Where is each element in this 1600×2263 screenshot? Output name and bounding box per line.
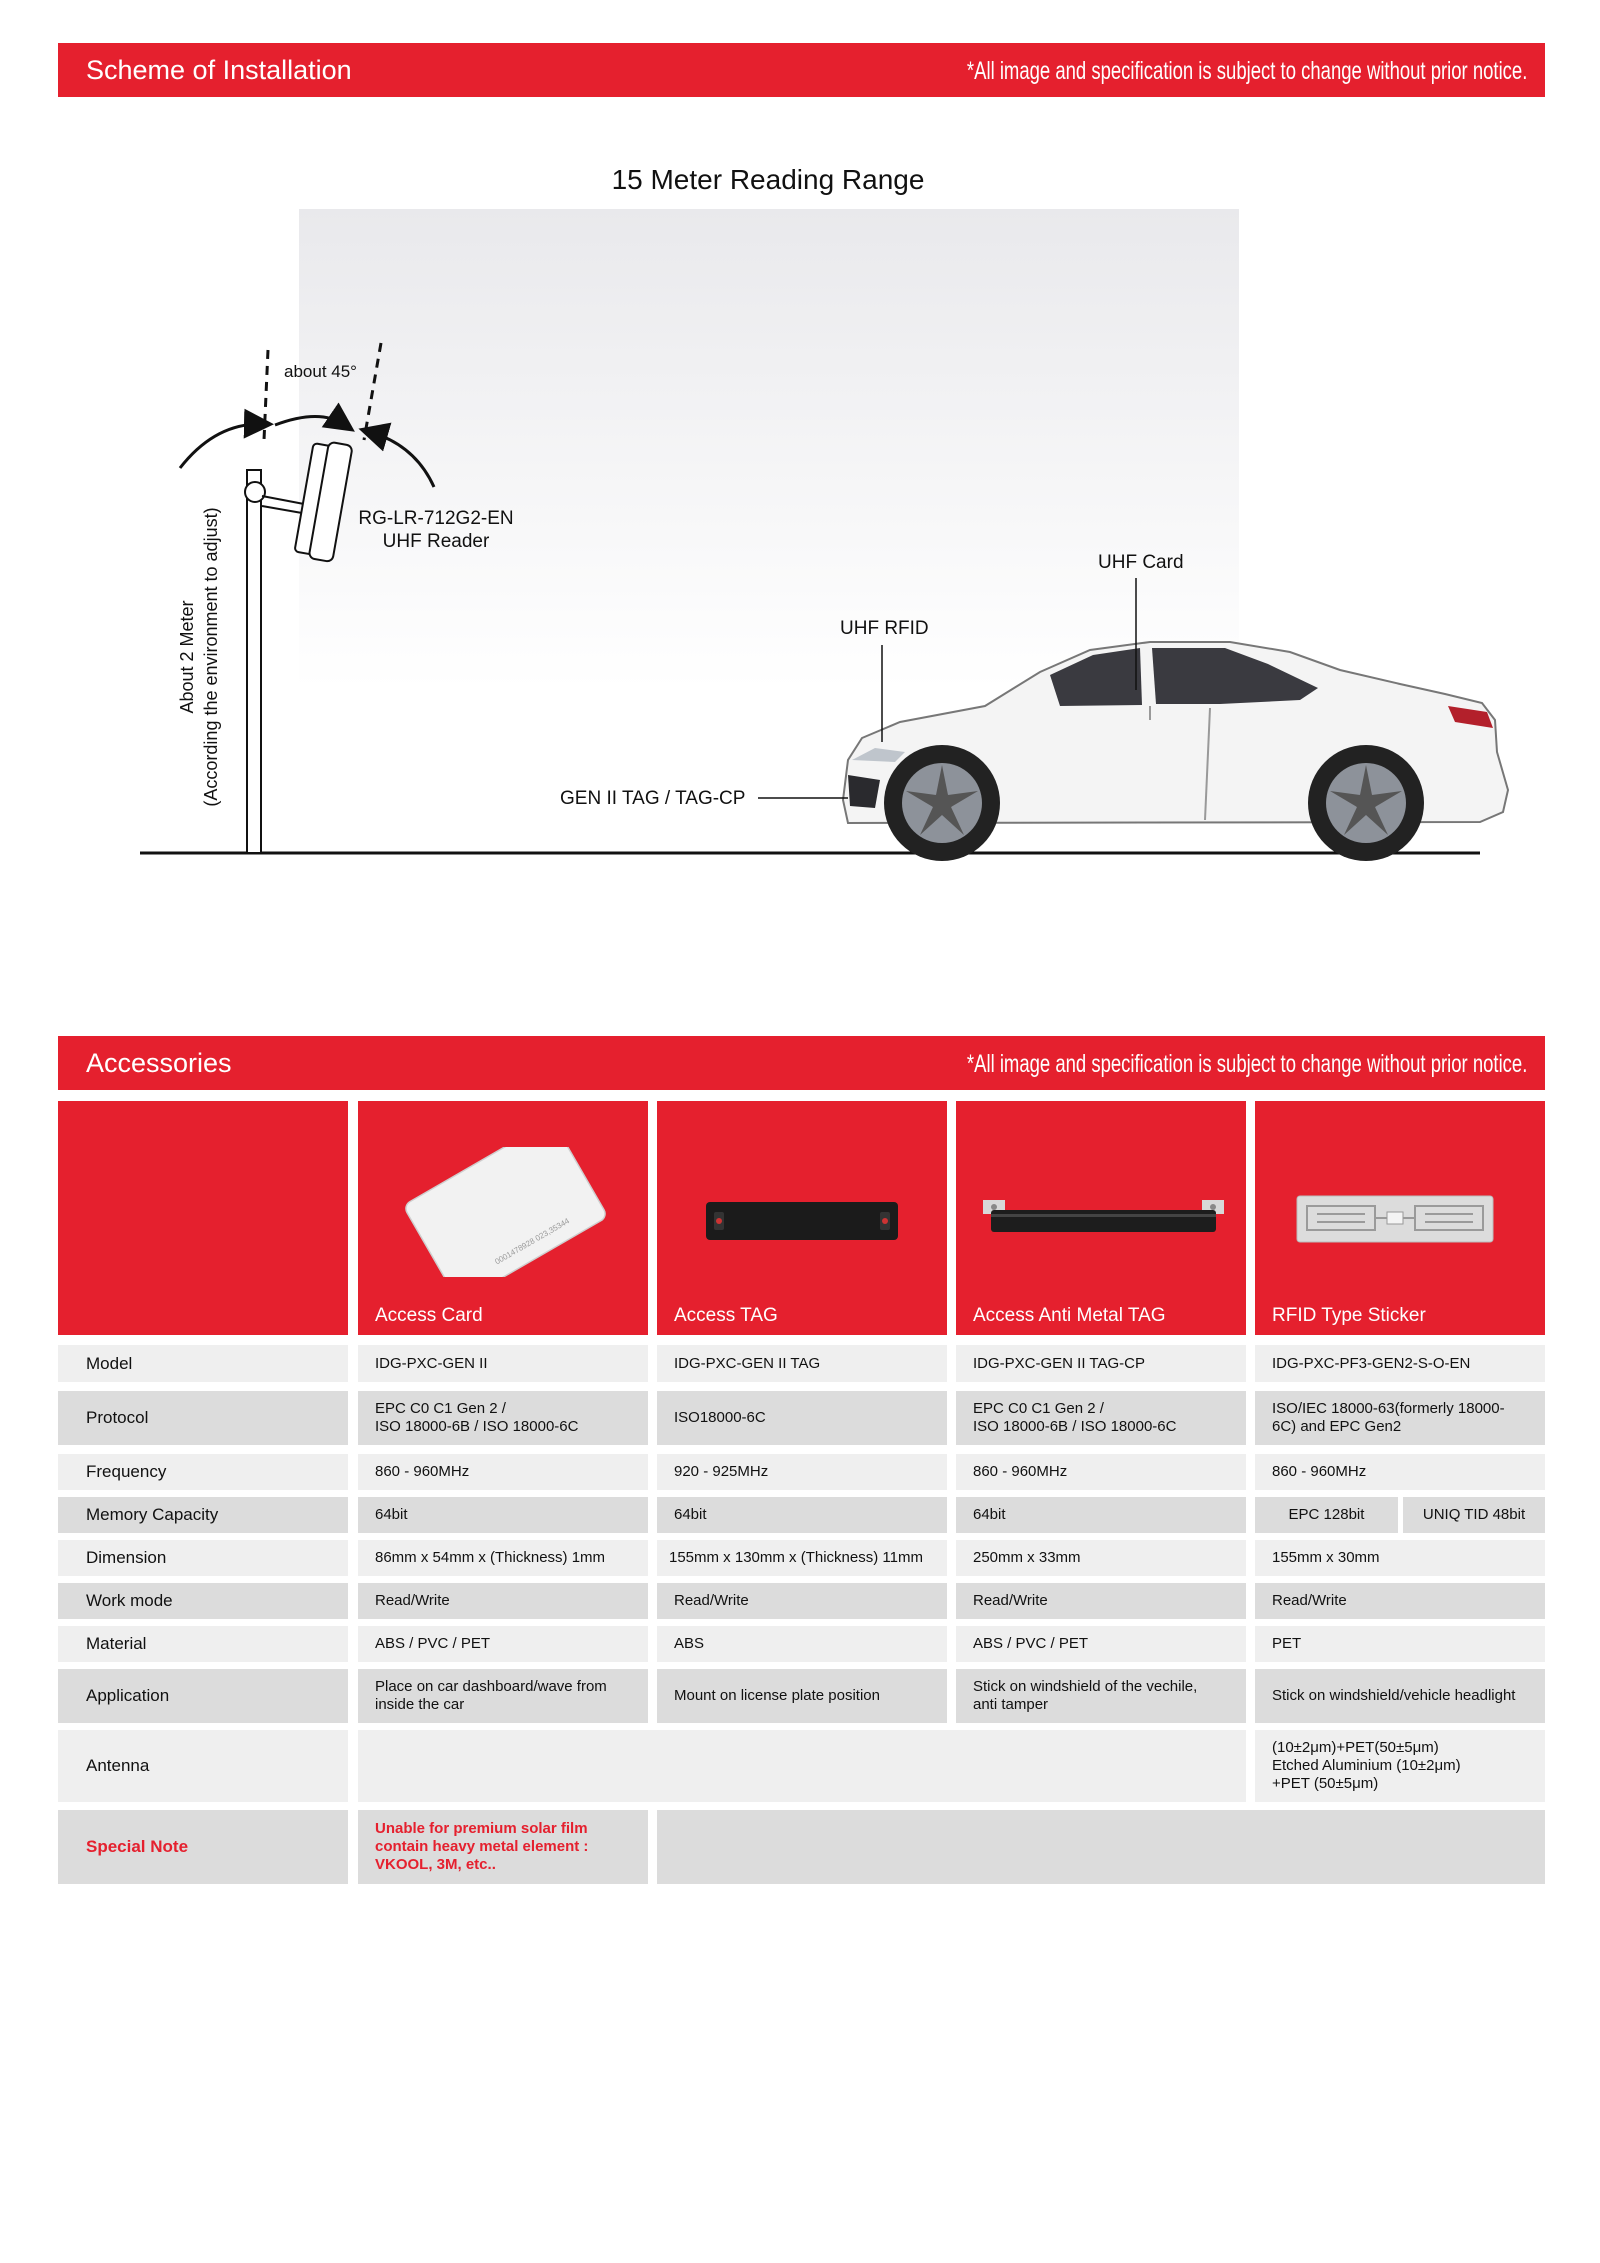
application-line: Stick on windshield of the vechile, [973, 1678, 1198, 1695]
protocol-access-card [358, 1391, 648, 1445]
row-label-frequency: Frequency [58, 1454, 348, 1490]
product-header-access-card [358, 1101, 648, 1335]
memory-anti-metal-tag: 64bit [956, 1497, 1246, 1533]
protocol-line: EPC C0 C1 Gen 2 / [375, 1400, 506, 1417]
dimension-anti-metal-tag: 250mm x 33mm [956, 1540, 1246, 1576]
uhf-rfid-label: UHF RFID [840, 618, 929, 639]
material-anti-metal-tag: ABS / PVC / PET [956, 1626, 1246, 1662]
row-label-protocol: Protocol [58, 1391, 348, 1445]
height-label: About 2 Meter [177, 600, 197, 714]
application-rfid-sticker [1255, 1669, 1545, 1723]
frequency-access-card: 860 - 960MHz [358, 1454, 648, 1490]
installation-title: Scheme of Installation [86, 55, 352, 85]
product-header-rfid-sticker [1255, 1101, 1545, 1335]
row-label-antenna: Antenna [58, 1730, 348, 1802]
product-header-access-tag [657, 1101, 947, 1335]
memory-sticker-tid: UNIQ TID 48bit [1403, 1497, 1545, 1533]
product-name-rfid-sticker: RFID Type Sticker [1272, 1305, 1426, 1326]
spec-header-empty [58, 1101, 348, 1335]
application-line: Place on car dashboard/wave from [375, 1678, 607, 1695]
memory-access-tag: 64bit [657, 1497, 947, 1533]
application-line: Stick on windshield/vehicle headlight [1272, 1687, 1516, 1704]
application-access-tag [657, 1669, 947, 1723]
angle-label: about 45° [284, 362, 357, 381]
vertical-dashed-line [264, 350, 268, 440]
accessories-title: Accessories [86, 1048, 232, 1078]
row-label-application: Application [58, 1669, 348, 1723]
installation-notice: *All image and specification is subject to change without prior notice. [966, 57, 1527, 85]
row-label-material: Material [58, 1626, 348, 1662]
reading-range-area [299, 209, 1239, 689]
memory-sticker-epc: EPC 128bit [1255, 1497, 1398, 1533]
antenna-line: +PET (50±5μm) [1272, 1775, 1379, 1792]
dimension-access-tag: 155mm x 130mm x (Thickness) 11mm [657, 1540, 947, 1576]
accessories-banner [58, 1036, 1545, 1090]
special-note-empty [657, 1810, 1545, 1884]
product-name-access-card: Access Card [375, 1305, 483, 1326]
reader-pole [245, 470, 304, 853]
frequency-access-tag: 920 - 925MHz [657, 1454, 947, 1490]
height-note: (According the environment to adjust) [201, 507, 221, 807]
antenna-line: Etched Aluminium (10±2μm) [1272, 1757, 1461, 1774]
installation-banner [58, 43, 1545, 97]
protocol-line: ISO 18000-6B / ISO 18000-6C [973, 1418, 1177, 1435]
uhf-card-label: UHF Card [1098, 552, 1184, 573]
protocol-line: ISO18000-6C [674, 1409, 766, 1426]
application-line: anti tamper [973, 1696, 1049, 1713]
access-card-image [396, 1147, 616, 1277]
row-label-model: Model [58, 1345, 348, 1382]
protocol-line: ISO 18000-6B / ISO 18000-6C [375, 1418, 579, 1435]
access-card-print: 0001478928 023,35344 [493, 1216, 572, 1267]
work-mode-access-card: Read/Write [358, 1583, 648, 1619]
protocol-line: EPC C0 C1 Gen 2 / [973, 1400, 1104, 1417]
special-note-line: Unable for premium solar film [375, 1820, 588, 1837]
product-name-anti-metal-tag: Access Anti Metal TAG [973, 1305, 1166, 1326]
reader-type-label: UHF Reader [382, 531, 490, 552]
row-label-work-mode: Work mode [58, 1583, 348, 1619]
access-tag-image [702, 1196, 902, 1246]
frequency-rfid-sticker: 860 - 960MHz [1255, 1454, 1545, 1490]
row-label-special-note: Special Note [58, 1810, 348, 1884]
application-anti-metal-tag [956, 1669, 1246, 1723]
work-mode-anti-metal-tag: Read/Write [956, 1583, 1246, 1619]
installation-diagram [0, 150, 1600, 880]
model-access-tag: IDG-PXC-GEN II TAG [657, 1345, 947, 1382]
work-mode-rfid-sticker: Read/Write [1255, 1583, 1545, 1619]
range-title: 15 Meter Reading Range [611, 164, 925, 195]
anti-metal-tag-image [981, 1196, 1226, 1241]
row-label-dimension: Dimension [58, 1540, 348, 1576]
model-access-card: IDG-PXC-GEN II [358, 1345, 648, 1382]
protocol-line: 6C) and EPC Gen2 [1272, 1418, 1402, 1435]
special-note-line: VKOOL, 3M, etc.. [375, 1856, 496, 1873]
material-access-tag: ABS [657, 1626, 947, 1662]
special-note-line: contain heavy metal element : [375, 1838, 589, 1855]
product-header-anti-metal-tag [956, 1101, 1246, 1335]
application-access-card [358, 1669, 648, 1723]
protocol-rfid-sticker [1255, 1391, 1545, 1445]
application-line: Mount on license plate position [674, 1687, 880, 1704]
angle-arc-left-icon [180, 424, 262, 468]
dimension-access-card: 86mm x 54mm x (Thickness) 1mm [358, 1540, 648, 1576]
product-name-access-tag: Access TAG [674, 1305, 778, 1326]
application-line: inside the car [375, 1696, 465, 1713]
protocol-line: ISO/IEC 18000-63(formerly 18000- [1272, 1400, 1505, 1417]
material-rfid-sticker: PET [1255, 1626, 1545, 1662]
antenna-rfid-sticker [1255, 1730, 1545, 1802]
accessories-notice: *All image and specification is subject to change without prior notice. [966, 1050, 1527, 1078]
work-mode-access-tag: Read/Write [657, 1583, 947, 1619]
protocol-access-tag [657, 1391, 947, 1445]
memory-access-card: 64bit [358, 1497, 648, 1533]
antenna-empty [358, 1730, 1246, 1802]
protocol-anti-metal-tag [956, 1391, 1246, 1445]
rfid-sticker-image [1295, 1194, 1495, 1244]
special-note-access-card [358, 1810, 648, 1884]
model-rfid-sticker: IDG-PXC-PF3-GEN2-S-O-EN [1255, 1345, 1545, 1382]
material-access-card: ABS / PVC / PET [358, 1626, 648, 1662]
frequency-anti-metal-tag: 860 - 960MHz [956, 1454, 1246, 1490]
tag-label: GEN II TAG / TAG-CP [560, 788, 746, 809]
row-label-memory: Memory Capacity [58, 1497, 348, 1533]
antenna-line: (10±2μm)+PET(50±5μm) [1272, 1739, 1439, 1756]
dimension-rfid-sticker: 155mm x 30mm [1255, 1540, 1545, 1576]
model-anti-metal-tag: IDG-PXC-GEN II TAG-CP [956, 1345, 1246, 1382]
reader-model-label: RG-LR-712G2-EN [358, 508, 514, 529]
